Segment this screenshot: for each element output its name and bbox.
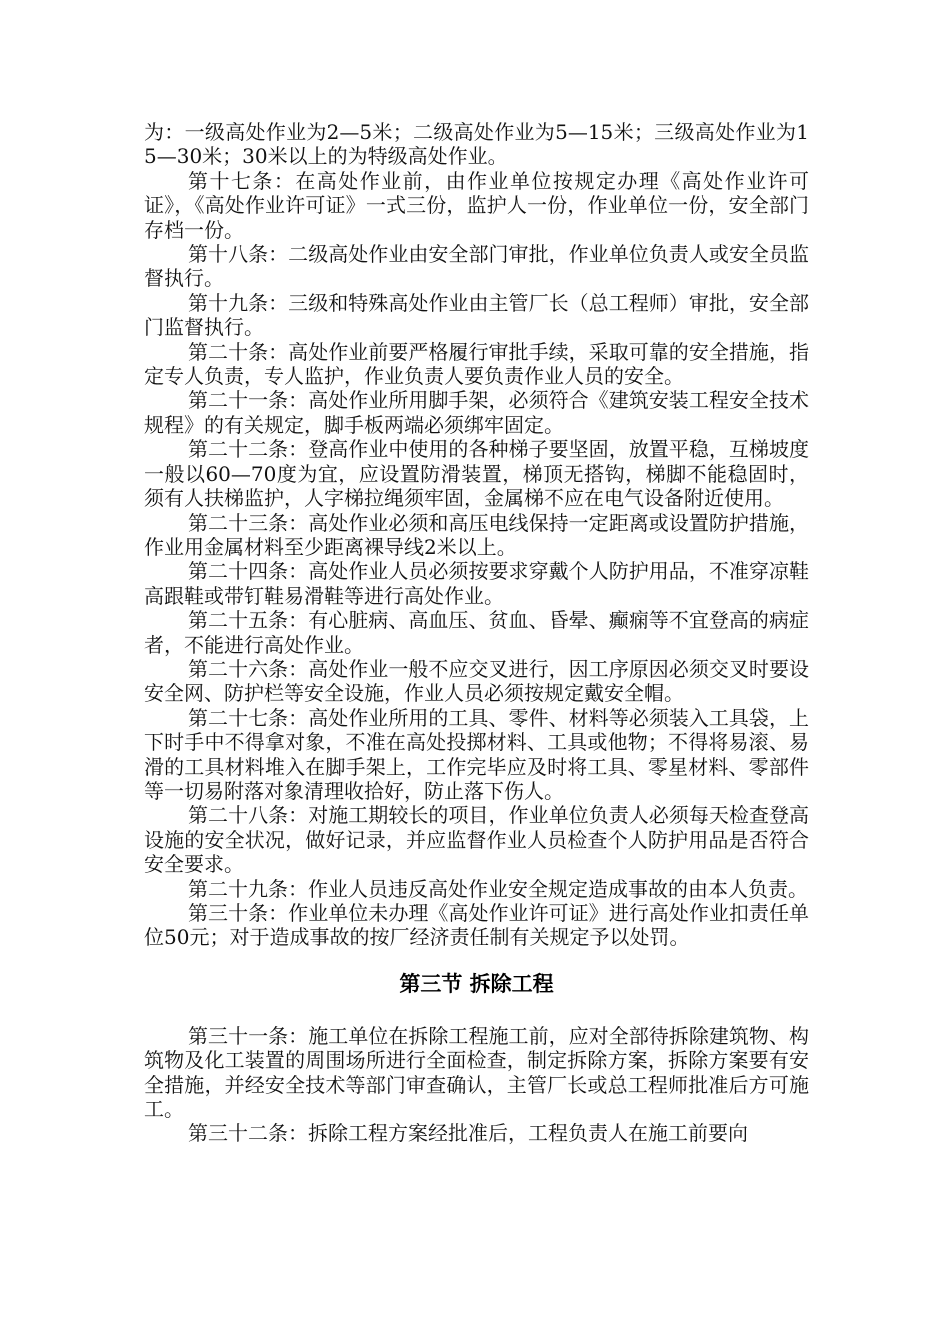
article-28: 第二十八条：对施工期较长的项目，作业单位负责人必须每天检查登高设施的安全状况，做好记录，并应监督作业人员检查个人防护用品是否符合安全要求。 <box>144 803 809 877</box>
article-22: 第二十二条：登高作业中使用的各种梯子要坚固，放置平稳，互梯坡度一般以60—70度为宜，应设置防滑装置，梯顶无搭钩，梯脚不能稳固时，须有人扶梯监护，人字梯拉绳须牢固，金属梯不应在电气设备附近使用。 <box>144 437 809 511</box>
article-31: 第三十一条：施工单位在拆除工程施工前，应对全部待拆除建筑物、构筑物及化工装置的周围场所进行全面检查，制定拆除方案，拆除方案要有安全措施，并经安全技术等部门审查确认，主管厂长或总工程师批准后方可施工。 <box>144 1023 809 1122</box>
article-26: 第二十六条：高处作业一般不应交叉进行，因工序原因必须交叉时要设安全网、防护栏等安全设施，作业人员必须按规定戴安全帽。 <box>144 656 809 706</box>
article-27: 第二十七条：高处作业所用的工具、零件、材料等必须装入工具袋，上下时手中不得拿对象，不准在高处投掷材料、工具或他物；不得将易滚、易滑的工具材料堆入在脚手架上，工作完毕应及时将工具、零星材料、零部件等一切易附落对象清理收拾好，防止落下伤人。 <box>144 705 809 803</box>
article-17: 第十七条：在高处作业前，由作业单位按规定办理《高处作业许可证》，《高处作业许可证》一式三份，监护人一份，作业单位一份，安全部门存档一份。 <box>144 168 809 242</box>
article-30: 第三十条：作业单位未办理《高处作业许可证》进行高处作业扣责任单位50元；对于造成事故的按厂经济责任制有关规定予以处罚。 <box>144 901 809 950</box>
article-20: 第二十条：高处作业前要严格履行审批手续，采取可靠的安全措施，指定专人负责，专人监护，作业负责人要负责作业人员的安全。 <box>144 339 809 389</box>
article-21: 第二十一条：高处作业所用脚手架，必须符合《建筑安装工程安全技术规程》的有关规定，脚手板两端必须绑牢固定。 <box>144 388 809 437</box>
document-page <box>144 120 809 1146</box>
article-32: 第三十二条：拆除工程方案经批准后，工程负责人在施工前要向 <box>188 1121 748 1146</box>
section-heading: 第三节 拆除工程 <box>399 971 554 996</box>
article-29: 第二十九条：作业人员违反高处作业安全规定造成事故的由本人负责。 <box>188 876 808 901</box>
article-24: 第二十四条：高处作业人员必须按要求穿戴个人防护用品，不准穿凉鞋高跟鞋或带钉鞋易滑鞋等进行高处作业。 <box>144 559 809 608</box>
article-19: 第十九条：三级和特殊高处作业由主管厂长（总工程师）审批，安全部门监督执行。 <box>144 290 809 340</box>
article-18: 第十八条：二级高处作业由安全部门审批，作业单位负责人或安全员监督执行。 <box>144 242 809 291</box>
article-25: 第二十五条：有心脏病、高血压、贫血、昏晕、癫痫等不宜登高的病症者，不能进行高处作业。 <box>144 608 809 657</box>
article-23: 第二十三条：高处作业必须和高压电线保持一定距离或设置防护措施，作业用金属材料至少距离裸导线2米以上。 <box>144 510 809 559</box>
paragraph-continued: 为：一级高处作业为2—5米；二级高处作业为5—15米；三级高处作业为15—30米；30米以上的为特级高处作业。 <box>144 120 809 169</box>
